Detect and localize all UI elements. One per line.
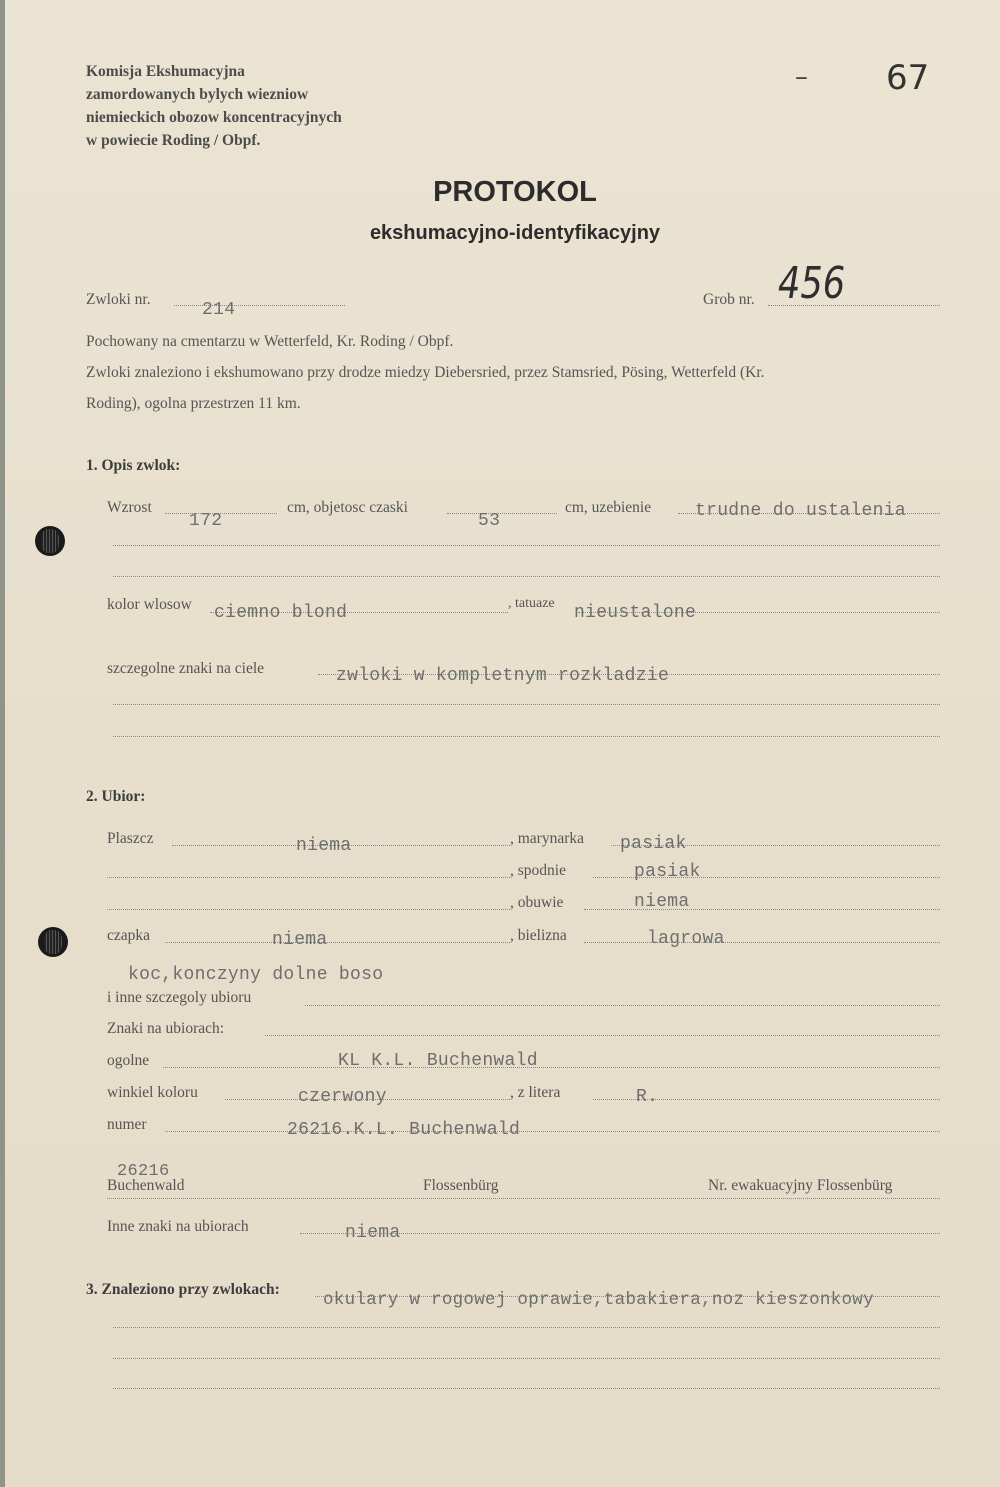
bielizna-label: , bielizna — [510, 927, 567, 944]
found-line-1: Zwloki znaleziono i ekshumowano przy drodze miedzy Diebersried, przez Stamsried, Pösing, Wetterfeld (Kr. — [86, 364, 765, 381]
wzrost-label: Wzrost — [107, 499, 152, 516]
header-line-3: niemieckich obozow koncentracyjnych — [86, 109, 342, 126]
znaki-ubiorach-label: Znaki na ubiorach: — [107, 1020, 225, 1037]
ewakuacyjny-label: Nr. ewakuacyjny Flossenbürg — [708, 1177, 893, 1194]
marynarka-value: pasiak — [620, 834, 687, 854]
tatuaze-value: nieustalone — [574, 603, 697, 623]
document-title: PROTOKOL — [433, 176, 597, 208]
section-3-title: 3. Znaleziono przy zwlokach: — [86, 1281, 280, 1298]
inne-znaki-label: Inne znaki na ubiorach — [107, 1218, 249, 1235]
znaki-cialo-label: szczegolne znaki na ciele — [107, 660, 265, 677]
inne-znaki-value: niema — [345, 1223, 401, 1243]
numer-label: numer — [107, 1116, 147, 1133]
kolor-label: kolor wlosow — [107, 596, 192, 613]
obuwie-label: , obuwie — [510, 894, 564, 911]
ogolne-line — [163, 1067, 940, 1068]
inne-szczegoly-line — [305, 1005, 940, 1006]
marynarka-label: , marynarka — [510, 830, 585, 847]
ogolne-label: ogolne — [107, 1052, 150, 1069]
buchenwald-number: 26216 — [117, 1162, 170, 1181]
description-line-2 — [113, 576, 940, 577]
buchenwald-label: Buchenwald — [107, 1177, 185, 1194]
czaszka-line — [447, 513, 557, 514]
section-2-title: 2. Ubior: — [86, 788, 146, 805]
zwloki-line — [174, 305, 345, 306]
plaszcz-value: niema — [296, 836, 352, 856]
tatuaze-label: , tatuaze — [508, 596, 555, 611]
wzrost-value: 172 — [189, 511, 223, 531]
uzebienie-value: trudne do ustalenia — [695, 501, 906, 521]
litera-label: , z litera — [510, 1084, 561, 1101]
header-line-4: w powiecie Roding / Obpf. — [86, 132, 261, 149]
bielizna-line — [584, 942, 940, 943]
numer-line — [165, 1131, 940, 1132]
czapka-value: niema — [272, 930, 328, 950]
ogolne-value: KL K.L. Buchenwald — [338, 1051, 538, 1071]
page-number: 67 — [886, 58, 930, 98]
grob-label: Grob nr. — [703, 291, 755, 308]
found-line-2: Roding), ogolna przestrzen 11 km. — [86, 395, 301, 412]
inne-szczegoly-label: i inne szczegoly ubioru — [107, 989, 252, 1006]
header-line-1: Komisja Ekshumacyjna — [86, 63, 245, 80]
ubior-line-left-1 — [107, 877, 510, 878]
znaki-cialo-value: zwloki w kompletnym rozkladzie — [336, 666, 670, 686]
header-line-2: zamordowanych bylych wiezniow — [86, 86, 309, 103]
numer-value: 26216.K.L. Buchenwald — [287, 1120, 521, 1140]
zwloki-value: 214 — [202, 300, 236, 320]
spodnie-value: pasiak — [634, 862, 701, 882]
section-3-line-4 — [113, 1388, 940, 1389]
zwloki-label: Zwloki nr. — [86, 291, 151, 308]
czapka-line — [165, 942, 510, 943]
document-subtitle: ekshumacyjno-identyfikacyjny — [369, 222, 661, 244]
czaszka-value: 53 — [478, 511, 501, 531]
grob-value: 456 — [778, 258, 846, 309]
uzebienie-label: cm, uzebienie — [565, 499, 652, 516]
spodnie-label: , spodnie — [510, 862, 566, 879]
description-line-3 — [113, 704, 940, 705]
ubior-line-left-2 — [107, 909, 510, 910]
description-line-1 — [113, 545, 940, 546]
litera-value: R. — [636, 1087, 659, 1107]
section-1-title: 1. Opis zwlok: — [86, 457, 181, 474]
section-3-value: okulary w rogowej oprawie,tabakiera,noz kieszonkowy — [323, 1290, 874, 1310]
description-line-4 — [113, 736, 940, 737]
czaszka-label: cm, objetosc czaski — [287, 499, 408, 516]
commission-header — [86, 60, 342, 152]
plaszcz-label: Plaszcz — [107, 830, 154, 847]
evac-line — [107, 1198, 940, 1199]
header-dash: – — [795, 62, 808, 92]
burial-line: Pochowany na cmentarzu w Wetterfeld, Kr. Roding / Obpf. — [86, 333, 454, 350]
inne-szczegoly-value: koc,konczyny dolne boso — [128, 965, 384, 985]
kolor-value: ciemno blond — [214, 603, 348, 623]
czapka-label: czapka — [107, 927, 151, 944]
znaki-ubiorach-line — [265, 1035, 940, 1036]
section-3-line-2 — [113, 1327, 940, 1328]
flossenburg-label: Flossenbürg — [423, 1177, 499, 1194]
winkiel-value: czerwony — [298, 1087, 387, 1107]
bielizna-value: lagrowa — [647, 929, 725, 949]
winkiel-label: winkiel koloru — [107, 1084, 198, 1101]
obuwie-value: niema — [634, 892, 690, 912]
section-3-line-3 — [113, 1358, 940, 1359]
punch-hole-2 — [38, 927, 68, 957]
punch-hole-1 — [35, 526, 65, 556]
